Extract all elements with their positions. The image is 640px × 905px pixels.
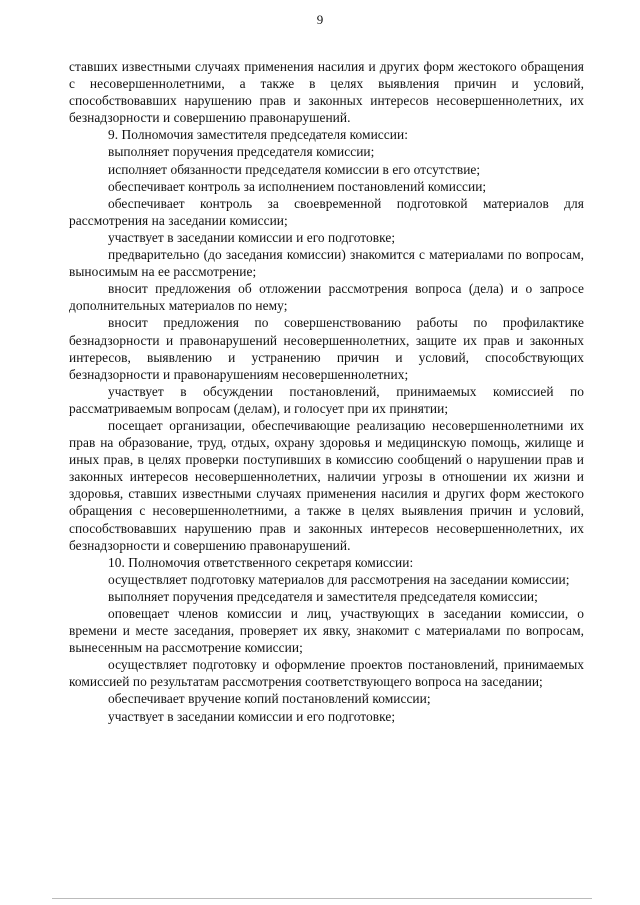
- paragraph: вносит предложения по совершенствованию работы по профилактике безнадзорности и правонарушений несовершеннолетних, защите их прав и законных интересов, выявлению и устранению причин и условий, способствующих безнадзорности и правонарушениям несовершеннолетних;: [69, 315, 584, 382]
- paragraph: вносит предложения об отложении рассмотрения вопроса (дела) и о запросе дополнительных материалов по нему;: [69, 281, 584, 314]
- paragraph: участвует в обсуждении постановлений, принимаемых комиссией по рассматриваемым вопросам (делам), и голосует при их принятии;: [69, 383, 584, 416]
- page-number: 9: [316, 12, 324, 27]
- paragraph: обеспечивает контроль за исполнением постановлений комиссии;: [108, 178, 487, 194]
- paragraph: участвует в заседании комиссии и его подготовке;: [108, 708, 396, 724]
- paragraph: выполняет поручения председателя и заместителя председателя комиссии;: [108, 588, 538, 604]
- paragraph: посещает организации, обеспечивающие реализацию несовершеннолетними их прав на образование, труд, отдых, охрану здоровья и медицинскую помощь, жилище и иных прав, в целях проверки поступивших в комиссию сообщений о нарушении прав и законных интересов несовершеннолетних, наличии угрозы в отношении их жизни и здоровья, ставших известными случаях применения насилия и других форм жестокого обращения с несовершеннолетними, а также в целях выявления причин и условий, способствовавших нарушению прав и законных интересов несовершеннолетних, их безнадзорности и совершению правонарушений.: [69, 417, 584, 553]
- paragraph: осуществляет подготовку и оформление проектов постановлений, принимаемых комиссией по результатам рассмотрения соответствующего вопроса на заседании;: [69, 657, 584, 690]
- bottom-edge-line: [52, 898, 592, 899]
- paragraph: предварительно (до заседания комиссии) знакомится с материалами по вопросам, выносимым на ее рассмотрение;: [69, 247, 584, 280]
- paragraph: участвует в заседании комиссии и его подготовке;: [108, 229, 396, 245]
- paragraph: осуществляет подготовку материалов для рассмотрения на заседании комиссии;: [108, 571, 570, 587]
- paragraph: выполняет поручения председателя комиссии;: [108, 144, 375, 160]
- section-heading: 10. Полномочия ответственного секретаря комиссии:: [108, 554, 414, 570]
- paragraph: ставших известными случаях применения насилия и других форм жестокого обращения с несовершеннолетними, а также в целях выявления причин и условий, способствовавших нарушению прав и законных интересов несовершеннолетних, их безнадзорности и совершению правонарушений.: [69, 59, 584, 126]
- section-heading: 9. Полномочия заместителя председателя комиссии:: [108, 127, 408, 143]
- document-body: [69, 58, 584, 725]
- paragraph: обеспечивает контроль за своевременной подготовкой материалов для рассмотрения на заседании комиссии;: [69, 195, 584, 228]
- paragraph: оповещает членов комиссии и лиц, участвующих в заседании комиссии, о времени и месте заседания, проверяет их явку, знакомит с материалами по вопросам, вынесенным на рассмотрение комиссии;: [69, 606, 584, 656]
- paragraph: исполняет обязанности председателя комиссии в его отсутствие;: [108, 161, 481, 177]
- paragraph: обеспечивает вручение копий постановлений комиссии;: [108, 691, 431, 707]
